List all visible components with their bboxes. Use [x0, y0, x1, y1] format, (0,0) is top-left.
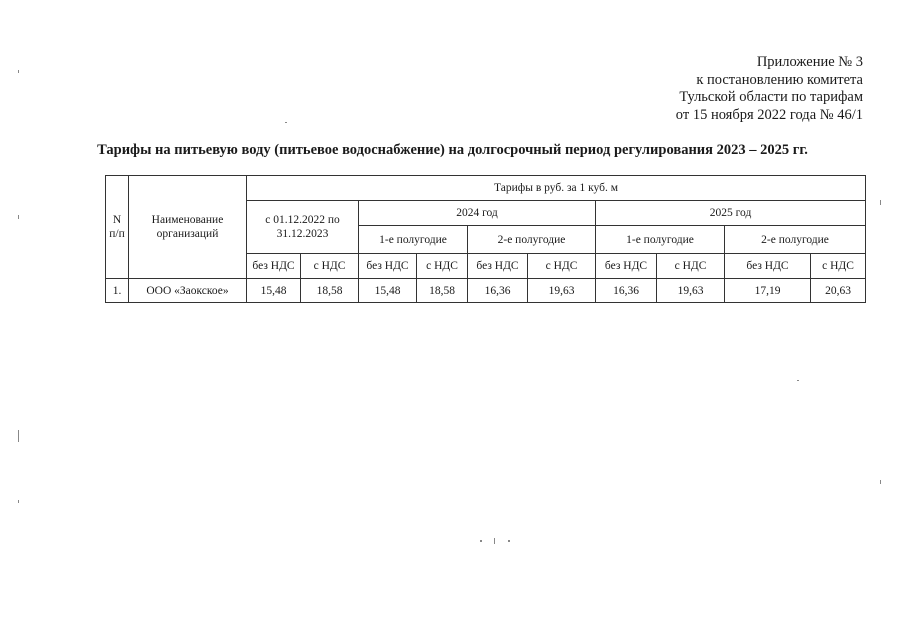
cell-value: 19,63	[657, 279, 725, 303]
appendix-line-1: Приложение № 3	[756, 54, 863, 70]
header-no-vat: без НДС	[596, 254, 657, 279]
cell-value: 18,58	[417, 279, 468, 303]
scan-speck	[508, 540, 510, 542]
cell-value: 17,19	[725, 279, 811, 303]
header-year-2024: 2024 год	[359, 201, 596, 226]
header-no-vat: без НДС	[725, 254, 811, 279]
header-year-2025: 2025 год	[596, 201, 866, 226]
header-with-vat: с НДС	[528, 254, 596, 279]
cell-value: 19,63	[528, 279, 596, 303]
header-half1-2025: 1-е полугодие	[596, 226, 725, 254]
row-num: 1.	[106, 279, 129, 303]
header-half1-2024: 1-е полугодие	[359, 226, 468, 254]
scan-speck	[285, 122, 287, 123]
cell-value: 16,36	[596, 279, 657, 303]
tariffs-table	[105, 175, 866, 303]
header-with-vat: с НДС	[301, 254, 359, 279]
header-num: N п/п	[106, 176, 129, 279]
scan-speck	[880, 200, 881, 205]
header-tariffs: Тарифы в руб. за 1 куб. м	[247, 176, 866, 201]
cell-value: 15,48	[247, 279, 301, 303]
table-row	[106, 279, 866, 303]
appendix-line-2: к постановлению комитета	[696, 71, 863, 88]
header-no-vat: без НДС	[468, 254, 528, 279]
cell-value: 15,48	[359, 279, 417, 303]
scan-speck	[480, 540, 482, 542]
header-half2-2025: 2-е полугодие	[725, 226, 866, 254]
header-with-vat: с НДС	[417, 254, 468, 279]
row-org: ООО «Заокское»	[129, 279, 247, 303]
document-title: Тарифы на питьевую воду (питьевое водоснабжение) на долгосрочный период регулирования 2023 – 2025 гг.	[97, 142, 808, 158]
header-row-1	[106, 176, 866, 201]
scan-speck	[18, 70, 19, 73]
header-with-vat: с НДС	[657, 254, 725, 279]
scan-speck	[18, 500, 19, 503]
header-period-2022: с 01.12.2022 по 31.12.2023	[247, 201, 359, 254]
scan-speck	[880, 480, 881, 484]
scan-speck	[18, 430, 19, 442]
cell-value: 16,36	[468, 279, 528, 303]
header-with-vat: с НДС	[811, 254, 866, 279]
header-half2-2024: 2-е полугодие	[468, 226, 596, 254]
scan-speck	[18, 215, 19, 219]
appendix-line-3: Тульской области по тарифам	[679, 89, 863, 105]
cell-value: 20,63	[811, 279, 866, 303]
header-org: Наименование организаций	[129, 176, 247, 279]
scan-speck	[797, 380, 799, 381]
header-no-vat: без НДС	[359, 254, 417, 279]
cell-value: 18,58	[301, 279, 359, 303]
appendix-block	[676, 54, 863, 124]
scan-speck	[494, 538, 495, 544]
header-no-vat: без НДС	[247, 254, 301, 279]
appendix-line-4: от 15 ноября 2022 года № 46/1	[675, 106, 863, 123]
